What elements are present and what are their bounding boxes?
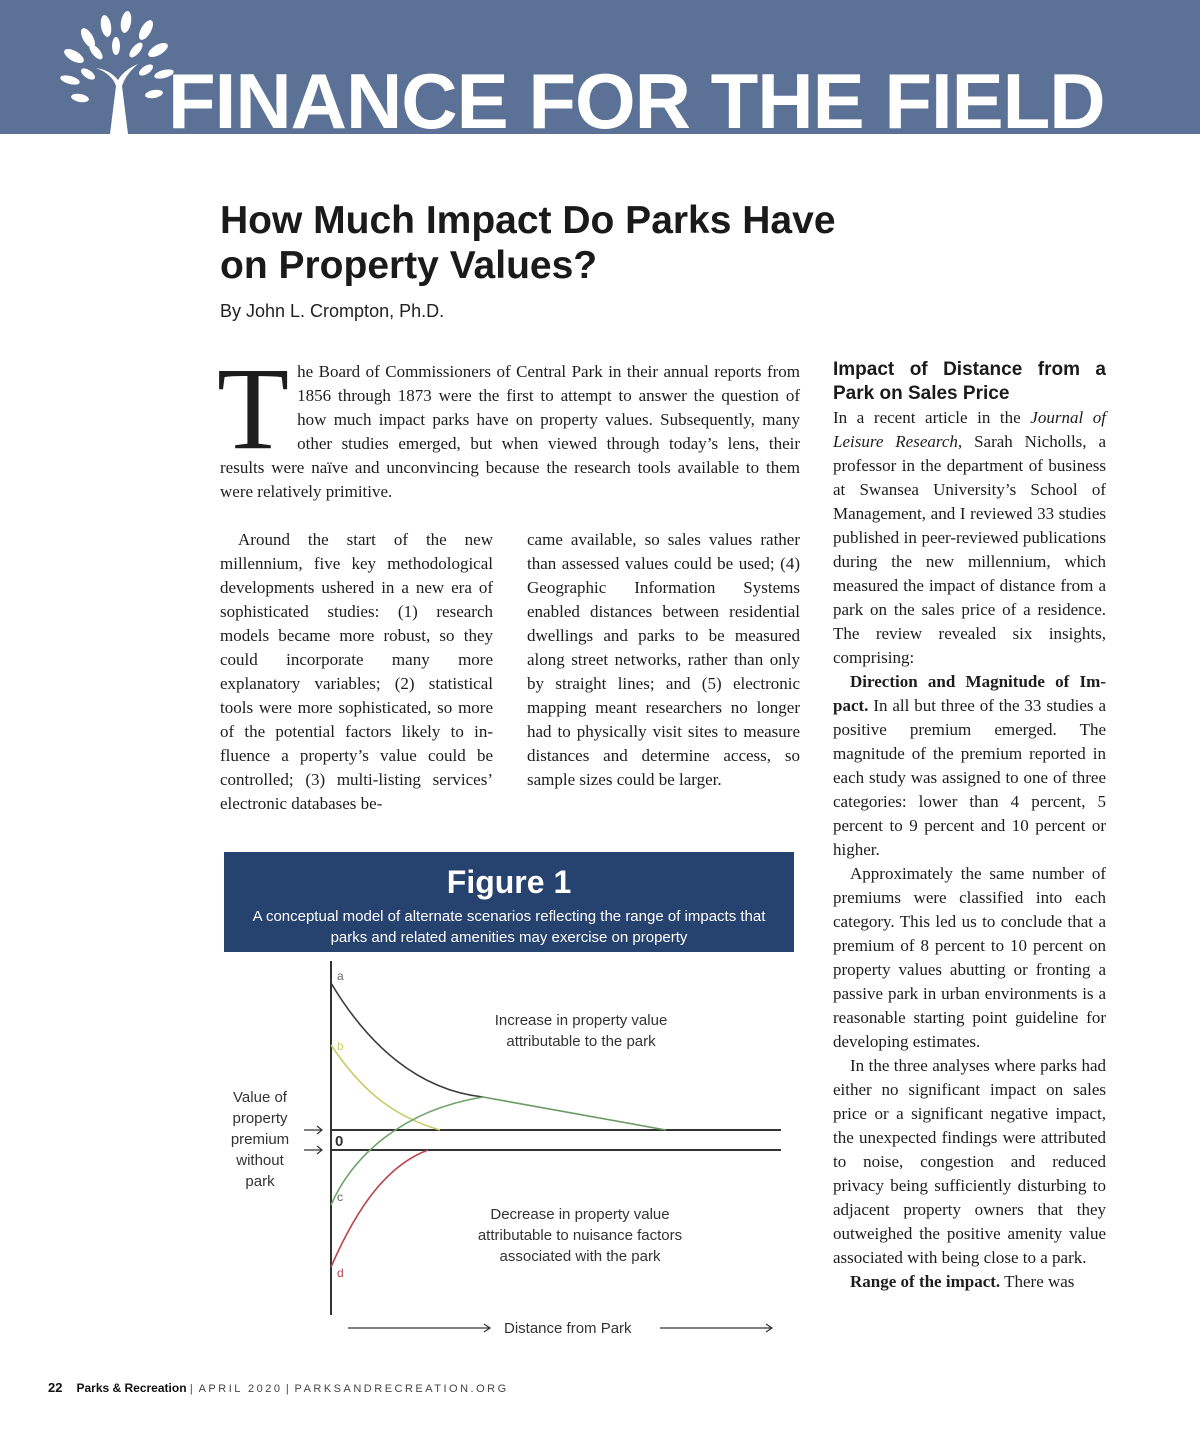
article-headline: How Much Impact Do Parks Have on Property Values? [220, 199, 836, 287]
arrow-right-icon [660, 1324, 772, 1332]
p2-lead: Direction and Magnitude of Impact. [833, 672, 1106, 715]
curve-d-label: d [337, 1266, 344, 1280]
body-column-1 [220, 528, 493, 816]
col3-paragraph-3: Approximately the same number of premiums were classified into each category. This led us to conclude that a premium of 8 percent to 10 percent on property values abutting or fronting a passive park in urban environments is a reasonable starting point guideline for developing estimates. [833, 864, 1106, 1051]
col3-paragraph-5 [833, 1270, 1106, 1294]
col3-paragraph-1 [833, 406, 1106, 670]
decrease-line: associated with the park [499, 1248, 661, 1265]
figure-caption: A conceptual model of alternate scenarios reflecting the range of impacts that parks and related amenities may exercise on property [252, 908, 766, 946]
journal-title: Journal of Leisure Research [833, 408, 1107, 451]
banner-title: FINANCE FOR THE FIELD [168, 57, 1105, 134]
section-banner [0, 0, 1200, 134]
arrow-right-icon [304, 1146, 322, 1154]
footer-separator: | [285, 1383, 292, 1395]
col2-paragraph: came available, so sales values rather than assessed values could be used; (4) Geographic Information Systems enabled distances between residential dwellings and parks to be measured along street networks, rather than only by straight lines; and (5) electronic mapping meant researchers no longer had to physically visit sites to measure distances and determine access, so sample sizes could be larger. [527, 530, 800, 789]
figure-header [224, 852, 794, 952]
col1-paragraph: Around the start of the new millennium, five key methodological developments ushered in a new era of sophisticated studies: (1) research models became more robust, so they could incorporate many more explanatory variables; (2) statistical tools were more sophisticated, so more of the potential factors likely to influence a property’s value could be controlled; (3) multi-listing services’ electronic databases be- [220, 530, 493, 813]
curve-b-label: b [337, 1039, 344, 1053]
y-label-line: without [236, 1152, 284, 1169]
tree-leaves-icon [52, 8, 182, 134]
decrease-annotation [478, 1206, 682, 1265]
col3-paragraph-2 [833, 670, 1106, 862]
p1-text-b: , Sarah Nicholls, a professor in the department of business at Swansea University’s School of Management, and I reviewed 33 studies published in peer-reviewed publications during the new millennium, which measured the impact of distance from a park on the sales price of a residence. The review revealed six insights, comprising: [833, 432, 1106, 667]
page-number: 22 [48, 1380, 63, 1395]
p1-text-a: In a recent article in the [833, 408, 1031, 427]
curve-a-tail [483, 1097, 666, 1130]
arrow-right-icon [304, 1126, 322, 1134]
curve-a-label: a [337, 969, 344, 983]
decrease-line: Decrease in property value [490, 1206, 670, 1223]
figure-diagram [218, 955, 788, 1350]
decrease-line: attributable to nuisance factors [477, 1227, 683, 1244]
increase-annotation [495, 1012, 668, 1050]
issue-date: APRIL 2020 [198, 1383, 283, 1395]
increase-line: attributable to the park [506, 1033, 656, 1050]
zero-label: 0 [335, 1133, 344, 1150]
section-subhead: Impact of Distance from a Park on Sales Price [833, 359, 1106, 404]
intro-paragraph [217, 343, 800, 504]
p2-text: In all but three of the 33 studies a positive premium emerged. The magnitude of the premium reported in each study was assigned to one of three categories: lower than 4 percent, 5 percent to 9 percent and 10 percent or higher. [833, 696, 1106, 859]
increase-line: Increase in property value [494, 1012, 668, 1029]
y-label-line: property [232, 1110, 288, 1127]
curve-a [331, 983, 483, 1097]
y-label-line: premium [230, 1131, 290, 1148]
body-column-2 [527, 528, 800, 792]
magazine-name: Parks & Recreation [76, 1381, 187, 1395]
col3-paragraph-4: In the three analyses where parks had either no significant impact on sales price or a significant negative impact, the unexpected findings were attributed to noise, congestion and reduced privacy being sufficiently disturbing to adjacent property owners that they outweighed the positive amenity value associated with being close to a park. [833, 1056, 1106, 1267]
website: PARKSANDRECREATION.ORG [294, 1383, 509, 1395]
footer-separator: | [189, 1383, 196, 1395]
figure-title: Figure 1 [446, 864, 572, 900]
curve-c-label: c [337, 1190, 343, 1204]
p5-text: There was [1000, 1272, 1075, 1291]
curve-b [331, 1045, 440, 1130]
y-label-line: Value of [233, 1089, 287, 1106]
drop-cap: T [217, 343, 290, 474]
article-byline: By John L. Crompton, Ph.D. [220, 301, 445, 321]
p5-lead: Range of the impact. [850, 1272, 1001, 1291]
sidebar-column [833, 358, 1106, 1294]
intro-text: he Board of Commissioners of Central Park in their annual reports from 1856 through 1873 were the first to attempt to answer the question of how much impact parks have on property values. Subsequently, many other studies emerged, but when viewed through today’s lens, their results were naïve and unconvincing because the research tools available to them were relatively primitive. [220, 362, 800, 501]
y-label-line: park [245, 1173, 275, 1190]
y-axis-label [231, 1089, 289, 1190]
page-footer [48, 1380, 509, 1395]
curve-d [331, 1150, 428, 1267]
x-axis-label: Distance from Park [504, 1320, 632, 1337]
arrow-right-icon [348, 1324, 490, 1332]
